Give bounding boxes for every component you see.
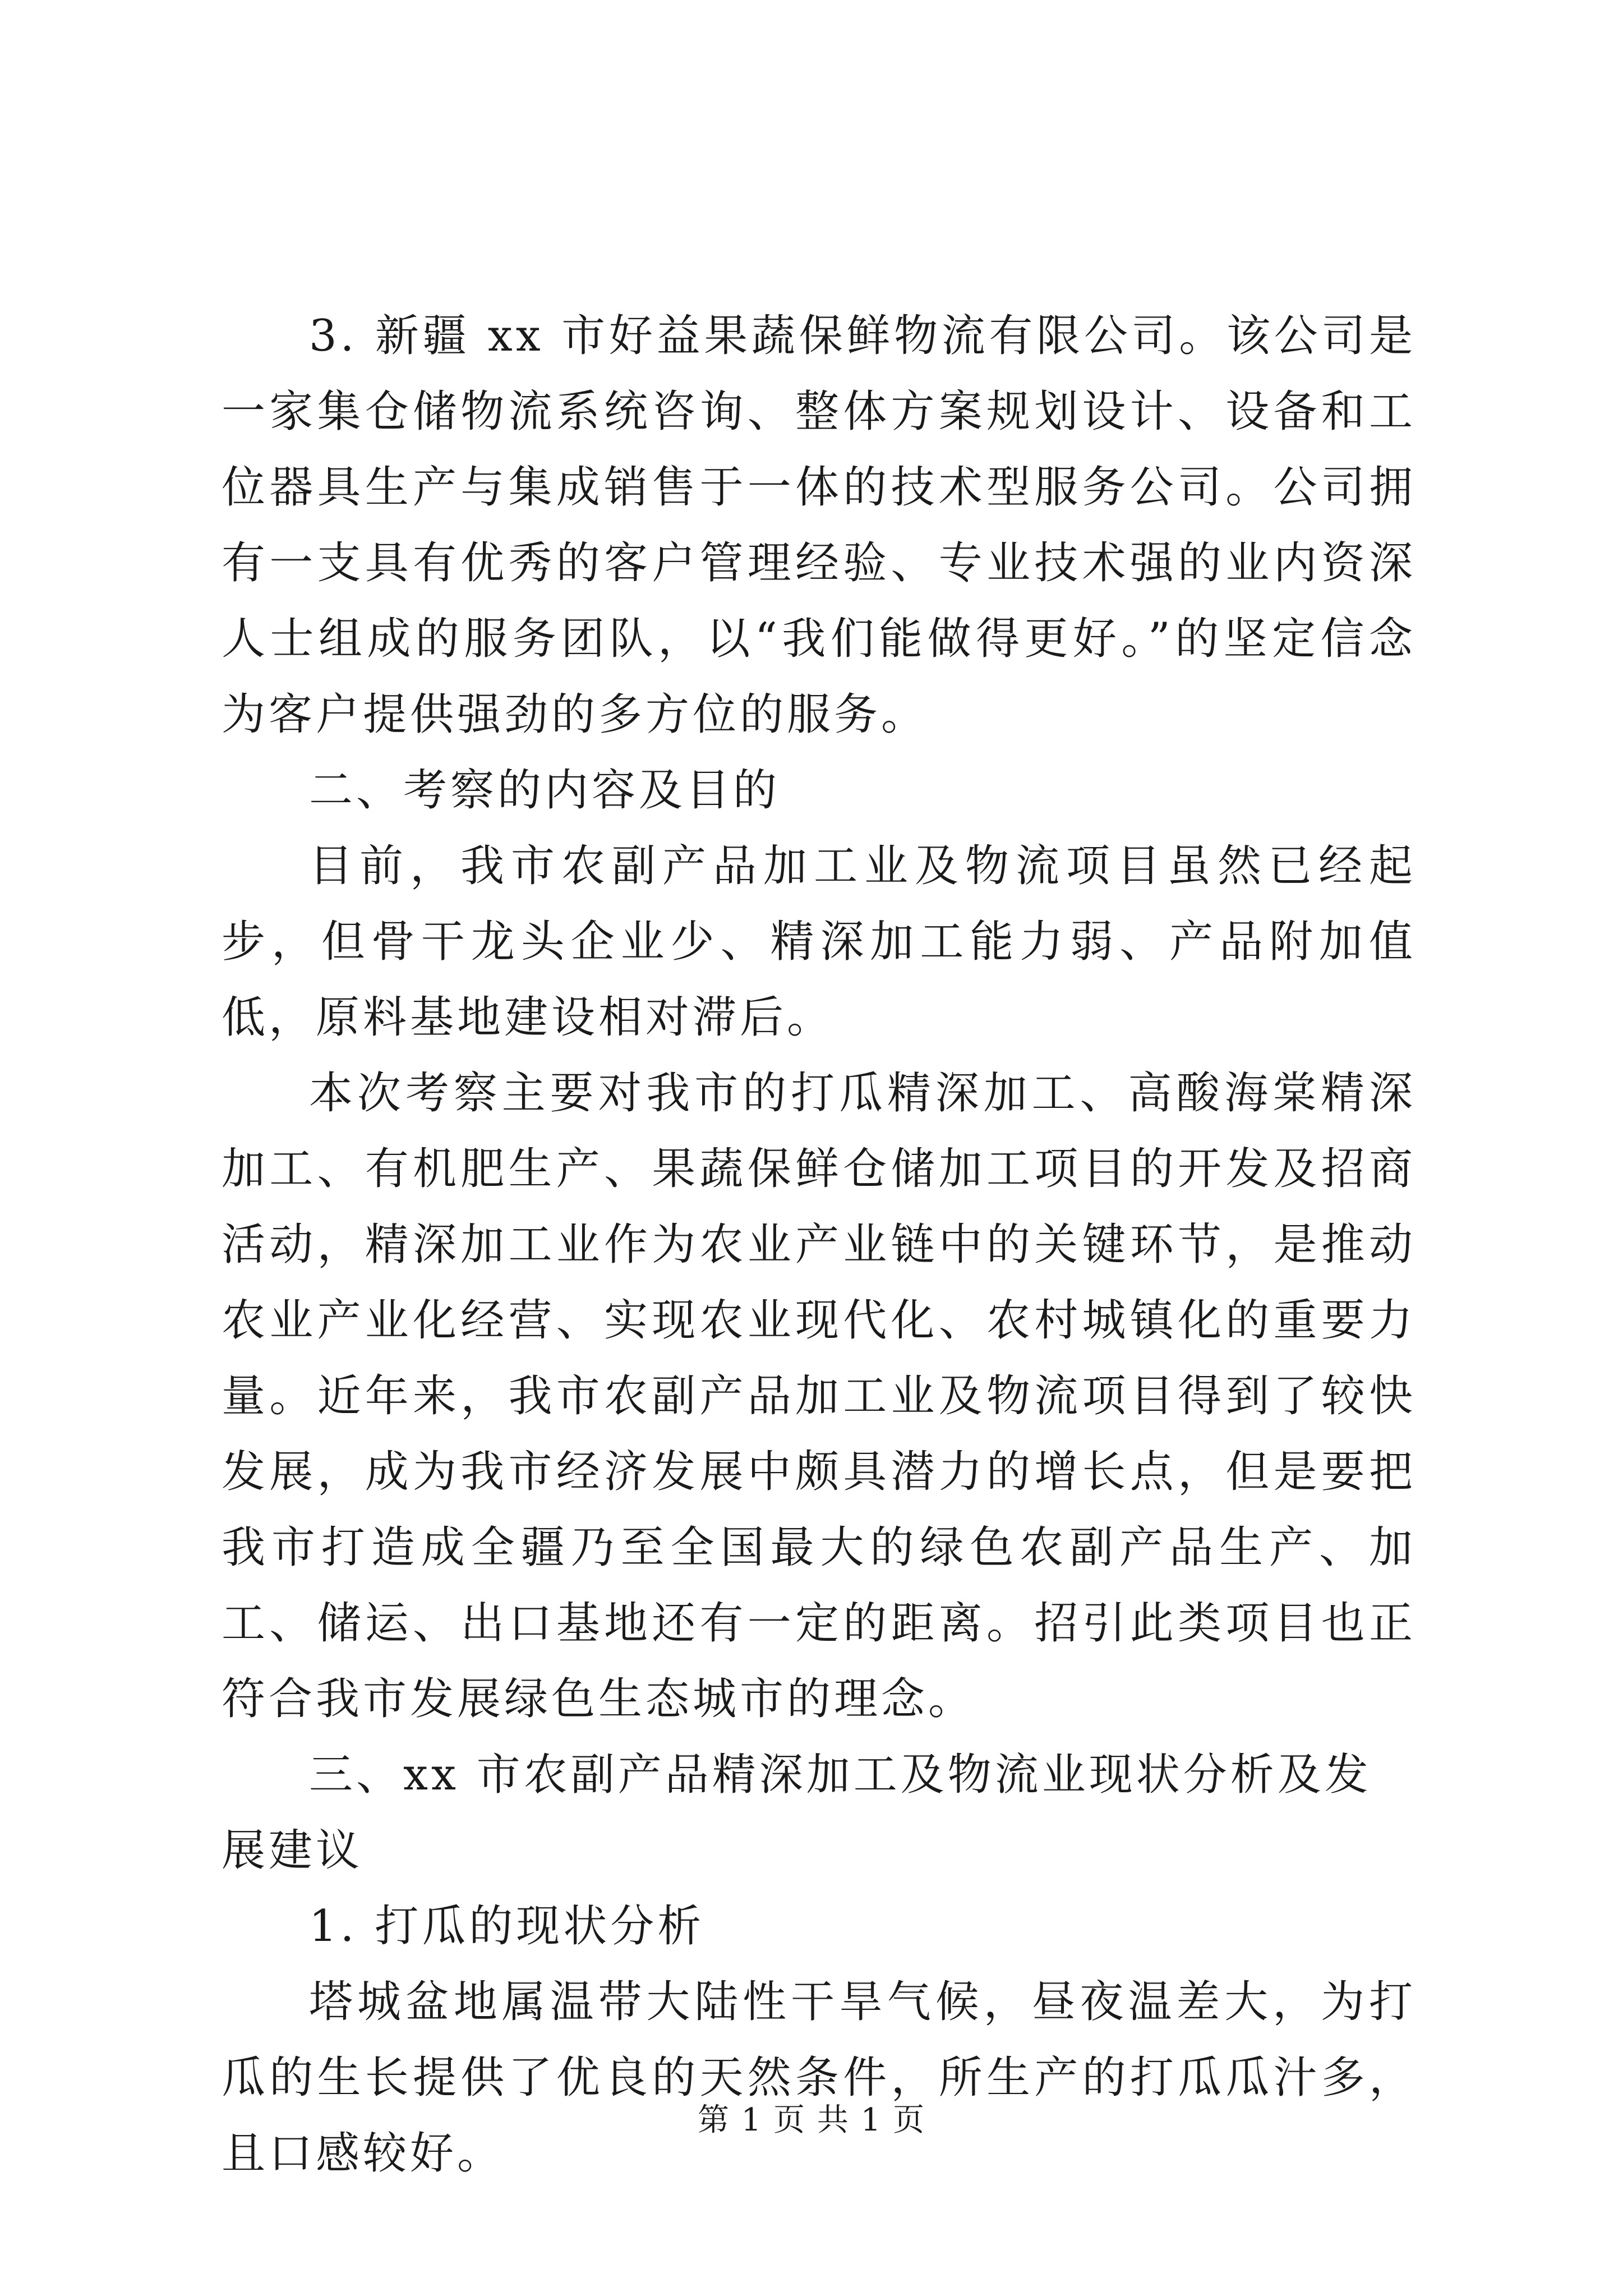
- subsection-heading-1: 1. 打瓜的现状分析: [309, 1901, 705, 1952]
- section-heading-3: 三、xx 市农副产品精深加工及物流业现状分析及发展建议: [222, 1750, 1372, 1876]
- paragraph-current-status: 目前，我市农副产品加工业及物流项目虽然已经起步，但骨干龙头企业少、精深加工能力弱、产品附加值低，原料基地建设相对滞后。: [222, 841, 1416, 1043]
- section-heading-2: 二、考察的内容及目的: [309, 765, 781, 816]
- page-footer: 第 1 页 共 1 页: [697, 2102, 926, 2138]
- document-body: [222, 298, 1416, 2192]
- paragraph-company-3: 3. 新疆 xx 市好益果蔬保鲜物流有限公司。该公司是一家集仓储物流系统咨询、整体方案规划设计、设备和工位器具生产与集成销售于一体的技术型服务公司。公司拥有一支具有优秀的客户管理经验、专业技术强的业内资深人士组成的服务团队，以“我们能做得更好。”的坚定信念为客户提供强劲的多方位的服务。: [222, 311, 1416, 740]
- paragraph-melon-analysis: 塔城盆地属温带大陆性干旱气候，昼夜温差大，为打瓜的生长提供了优良的天然条件，所生产的打瓜瓜汁多，且口感较好。: [222, 1977, 1416, 2179]
- paragraph-inspection-focus: 本次考察主要对我市的打瓜精深加工、高酸海棠精深加工、有机肥生产、果蔬保鲜仓储加工项目的开发及招商活动，精深加工业作为农业产业链中的关键环节，是推动农业产业化经营、实现农业现代化、农村城镇化的重要力量。近年来，我市农副产品加工业及物流项目得到了较快发展，成为我市经济发展中颇具潜力的增长点，但是要把我市打造成全疆乃至全国最大的绿色农副产品生产、加工、储运、出口基地还有一定的距离。招引此类项目也正符合我市发展绿色生态城市的理念。: [222, 1068, 1416, 1724]
